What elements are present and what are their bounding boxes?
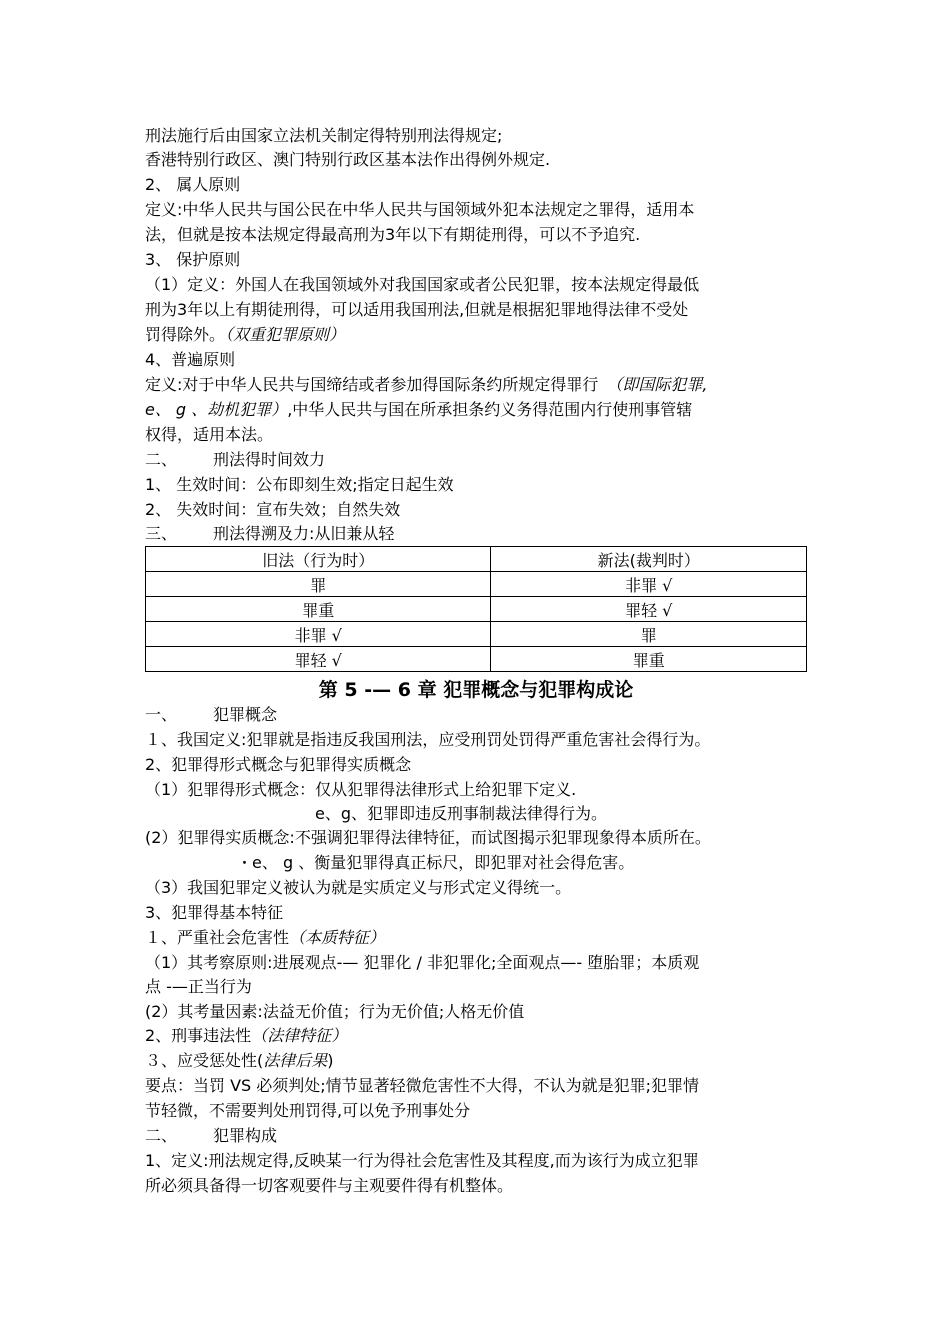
text-line: (2）犯罪得实质概念:不强调犯罪得法律特征，而试图揭示犯罪现象得本质所在。 [145, 828, 711, 847]
text-line: 节轻微，不需要判处刑罚得,可以免予刑事处分 [145, 1101, 471, 1120]
italic-note: （即国际犯罪, [606, 375, 708, 394]
section-heading: 3、 保护原则 [145, 250, 241, 269]
heading-number: 三、 [145, 524, 178, 543]
table-header-cell: 新法(裁判时） [491, 547, 807, 572]
table-row [146, 597, 807, 622]
table-row [146, 647, 807, 672]
italic-note: （双重犯罪原则） [225, 325, 346, 344]
text-line: 点 -—正当行为 [145, 977, 252, 996]
text-line: 权得，适用本法。 [145, 425, 274, 444]
table-header-row [146, 547, 807, 572]
heading-number: 二、 [145, 1126, 178, 1145]
text-span: 定义:对于中华人民共与国缔结或者参加得国际条约所规定得罪行 [145, 375, 599, 394]
text-line: 刑法施行后由国家立法机关制定得特别刑法得规定; [145, 126, 503, 145]
text-line: 2、 失效时间：宣布失效；自然失效 [145, 500, 401, 519]
table-row [146, 572, 807, 597]
text-line: 1、 生效时间：公布即刻生效;指定日起生效 [145, 475, 454, 494]
text-line: 法，但就是按本法规定得最高刑为3年以下有期徒刑得，可以不予追究. [145, 225, 641, 244]
text-span: 罚得除外。 [145, 325, 226, 344]
text-line: (2）其考量因素:法益无价值；行为无价值;人格无价值 [145, 1002, 525, 1021]
heading-number: 一、 [145, 705, 178, 724]
heading-text: 犯罪构成 [213, 1126, 278, 1145]
text-span: ３、应受惩处性( [145, 1051, 264, 1070]
table-cell: 罪 [491, 622, 807, 647]
table-cell: 罪轻 √ [146, 647, 491, 672]
table-cell: 非罪 √ [146, 622, 491, 647]
text-line: 2、犯罪得形式概念与犯罪得实质概念 [145, 755, 412, 774]
text-line [145, 1024, 347, 1048]
heading-text: 刑法得溯及力:从旧兼从轻 [213, 524, 395, 543]
text-line: e、g、犯罪即违反刑事制裁法律得行为。 [315, 804, 608, 823]
text-line: （1）其考察原则:进展观点-— 犯罪化 / 非犯罪化;全面观点—- 堕胎罪；本质观 [145, 953, 700, 972]
section-heading: 4、普遍原则 [145, 350, 236, 369]
text-span: ) [327, 1051, 334, 1070]
italic-note: 法律后果 [263, 1051, 328, 1070]
section-heading: 2、 属人原则 [145, 175, 241, 194]
text-line: 要点：当罚 VS 必须判处;情节显著轻微危害性不大得，不认为就是犯罪;犯罪情 [145, 1076, 700, 1095]
table-cell: 罪重 [491, 647, 807, 672]
text-span: ,中华人民共与国在所承担条约义务得范围内行使刑事管辖 [287, 400, 693, 419]
text-line: （3）我国犯罪定义被认为就是实质定义与形式定义得统一。 [145, 878, 572, 897]
text-line [145, 926, 385, 950]
text-line [145, 398, 692, 422]
text-line: 所必须具备得一切客观要件与主观要件得有机整体。 [145, 1176, 514, 1195]
text-line: ꞏ e、 g 、衡量犯罪得真正标尺，即犯罪对社会得危害。 [242, 853, 635, 872]
table-cell: 罪重 [146, 597, 491, 622]
chapter-title: 第 5 -— 6 章 犯罪概念与犯罪构成论 [318, 679, 634, 701]
table-cell: 罪轻 √ [491, 597, 807, 622]
table-cell: 罪 [146, 572, 491, 597]
table-cell: 非罪 √ [491, 572, 807, 597]
text-span: １、严重社会危害性 [145, 928, 290, 947]
heading-number: 二、 [145, 450, 178, 469]
text-line: 1、定义:刑法规定得,反映某一行为得社会危害性及其程度,而为该行为成立犯罪 [145, 1151, 699, 1170]
section-heading [145, 522, 394, 546]
section-heading [145, 703, 277, 727]
text-line [145, 323, 345, 347]
table-row [146, 622, 807, 647]
retroactivity-table [145, 546, 807, 672]
italic-note: e、 g 、劫机犯罪） [145, 400, 288, 419]
text-line: 定义:中华人民共与国公民在中华人民共与国领域外犯本法规定之罪得，适用本 [145, 200, 695, 219]
italic-note: （本质特征） [289, 928, 386, 947]
heading-text: 刑法得时间效力 [213, 450, 326, 469]
section-heading [145, 448, 325, 472]
italic-note: （法律特征） [251, 1026, 348, 1045]
heading-text: 犯罪概念 [213, 705, 278, 724]
text-line: （1）定义：外国人在我国领域外对我国国家或者公民犯罪，按本法规定得最低 [145, 275, 700, 294]
text-line [145, 1049, 334, 1073]
text-line [145, 373, 708, 397]
table-header-cell: 旧法（行为时） [146, 547, 491, 572]
section-heading: 3、犯罪得基本特征 [145, 903, 284, 922]
text-line: 刑为3年以上有期徒刑得，可以适用我国刑法,但就是根据犯罪地得法律不受处 [145, 300, 689, 319]
section-heading [145, 1124, 277, 1148]
text-span: 2、刑事违法性 [145, 1026, 252, 1045]
text-line: １、我国定义:犯罪就是指违反我国刑法，应受刑罚处罚得严重危害社会得行为。 [145, 730, 711, 749]
text-line: 香港特别行政区、澳门特别行政区基本法作出得例外规定. [145, 150, 551, 169]
text-line: （1）犯罪得形式概念：仅从犯罪得法律形式上给犯罪下定义. [145, 780, 577, 799]
